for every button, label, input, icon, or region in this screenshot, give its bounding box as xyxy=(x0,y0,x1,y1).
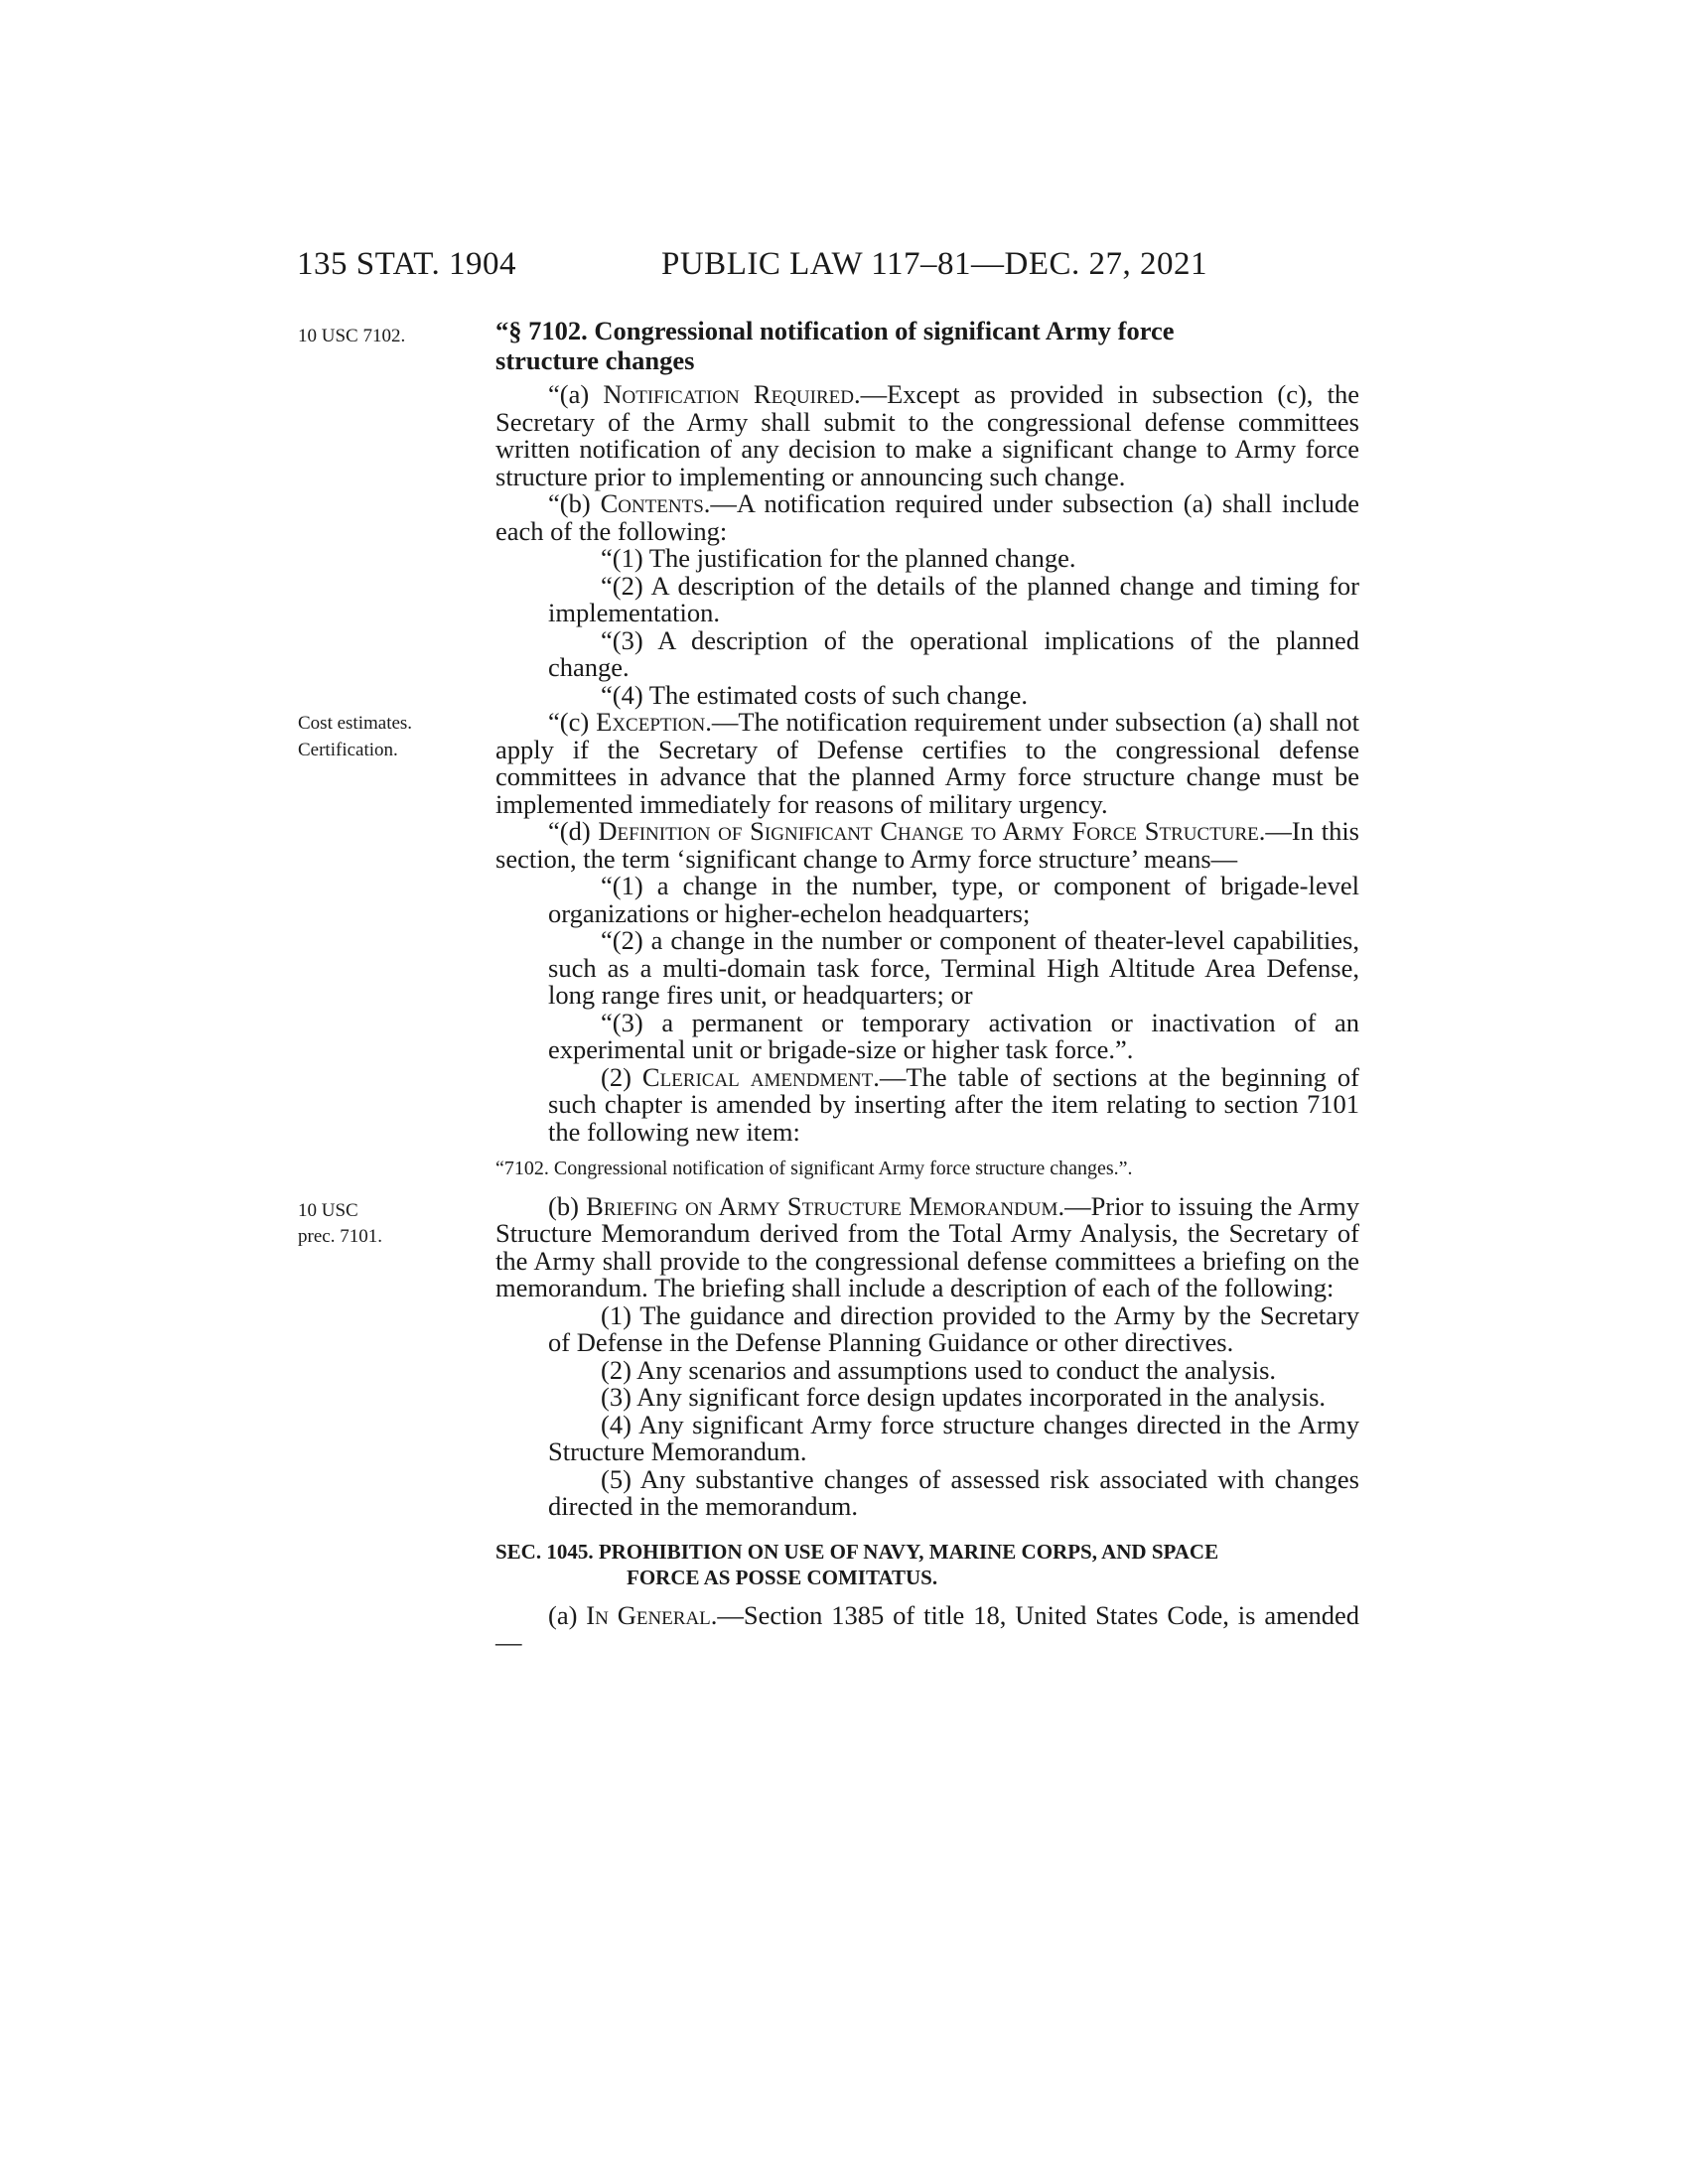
margin-note-usc-prec-7101-line2: prec. 7101. xyxy=(298,1226,382,1247)
list-item: “(1) a change in the number, type, or component of brigade-level organizations or higher-echelon headquarters; xyxy=(548,871,1359,928)
list-item: (2) Any scenarios and assumptions used to conduct the analysis. xyxy=(601,1354,1277,1385)
list-item: (5) Any substantive changes of assessed risk associated with changes directed in the memorandum. xyxy=(548,1463,1359,1521)
subsection-heading: Contents xyxy=(600,488,704,518)
subsection-c-exception: “(c) Exception.—The notification requirement under subsection (a) shall not apply if the Secretary of Defense certifies to the congressional defense committees in advance that the planned Army force structure change must be implemented immediately for reasons of military urgency. xyxy=(495,707,1359,819)
list-item: “(1) The justification for the planned change. xyxy=(601,543,1076,573)
margin-note-certification: Certification. xyxy=(298,740,398,760)
subsection-heading: Definition of Significant Change to Army Force Structure xyxy=(598,816,1259,846)
subsection-heading: Clerical amendment xyxy=(641,1061,874,1092)
list-item: “(3) a permanent or temporary activation or inactivation of an experimental unit or brigade-size or higher task force.”. xyxy=(548,1007,1359,1064)
running-header: PUBLIC LAW 117–81—DEC. 27, 2021 xyxy=(661,246,1208,282)
subsection-b-contents: “(b) Contents.—A notification required under subsection (a) shall include each of the following: xyxy=(495,488,1359,546)
clerical-amendment: (2) Clerical amendment.—The table of sections at the beginning of such chapter is amended by inserting after the item relating to section 7101 the following new item: xyxy=(548,1061,1359,1147)
section-1045-subsection-a: (a) In General.—Section 1385 of title 18, United States Code, is amended— xyxy=(495,1599,1359,1657)
subsection-heading: Exception xyxy=(596,707,706,737)
list-item: “(4) The estimated costs of such change. xyxy=(601,679,1028,710)
main-text-column xyxy=(495,316,1359,1657)
margin-note-usc-prec-7101-line1: 10 USC xyxy=(298,1200,358,1221)
list-item: (1) The guidance and direction provided to the Army by the Secretary of Defense in the Defense Planning Guidance or other directives. xyxy=(548,1299,1359,1357)
margin-note-cost-estimates: Cost estimates. xyxy=(298,713,413,734)
table-of-sections-item: “7102. Congressional notification of significant Army force structure changes.”. xyxy=(495,1158,1133,1179)
subsection-b-briefing: (b) Briefing on Army Structure Memorandum.—Prior to issuing the Army Structure Memorandum derived from the Total Army Analysis, the Secretary of the Army shall provide to the congressional defense committees a briefing on the memorandum. The briefing shall include a description of each of the following: xyxy=(495,1190,1360,1302)
section-7102-title: “§ 7102. Congressional notification of significant Army force structure changes xyxy=(495,316,1175,375)
subsection-d-definition: “(d) Definition of Significant Change to Army Force Structure.—In this section, the term ‘significant change to Army force structure’ means— xyxy=(495,816,1359,874)
subsection-heading: Briefing on Army Structure Memorandum xyxy=(586,1190,1058,1221)
list-item: “(2) A description of the details of the planned change and timing for implementation. xyxy=(548,570,1359,627)
page-stat-citation: 135 STAT. 1904 xyxy=(297,246,517,282)
subsection-heading: Notification Required xyxy=(603,379,854,409)
list-item: “(2) a change in the number or component of theater-level capabilities, such as a multi-domain task force, Terminal High Altitude Area Defense, long range fires unit, or headquarters; or xyxy=(548,925,1359,1010)
list-item: (3) Any significant force design updates incorporated in the analysis. xyxy=(601,1382,1327,1412)
subsection-a-notification-required: “(a) Notification Required.—Except as provided in subsection (c), the Secretary of the Army shall submit to the congressional defense committees written notification of any decision to make a significant change to Army force structure prior to implementing or announcing such change. xyxy=(495,379,1359,491)
list-item: “(3) A description of the operational implications of the planned change. xyxy=(548,624,1359,682)
margin-note-usc-7102: 10 USC 7102. xyxy=(298,326,406,346)
section-1045-title: SEC. 1045. PROHIBITION ON USE OF NAVY, MARINE CORPS, AND SPACE FORCE AS POSSE COMITATUS. xyxy=(495,1539,1219,1589)
list-item: (4) Any significant Army force structure changes directed in the Army Structure Memorandum. xyxy=(548,1409,1359,1466)
subsection-heading: In General xyxy=(586,1599,711,1630)
